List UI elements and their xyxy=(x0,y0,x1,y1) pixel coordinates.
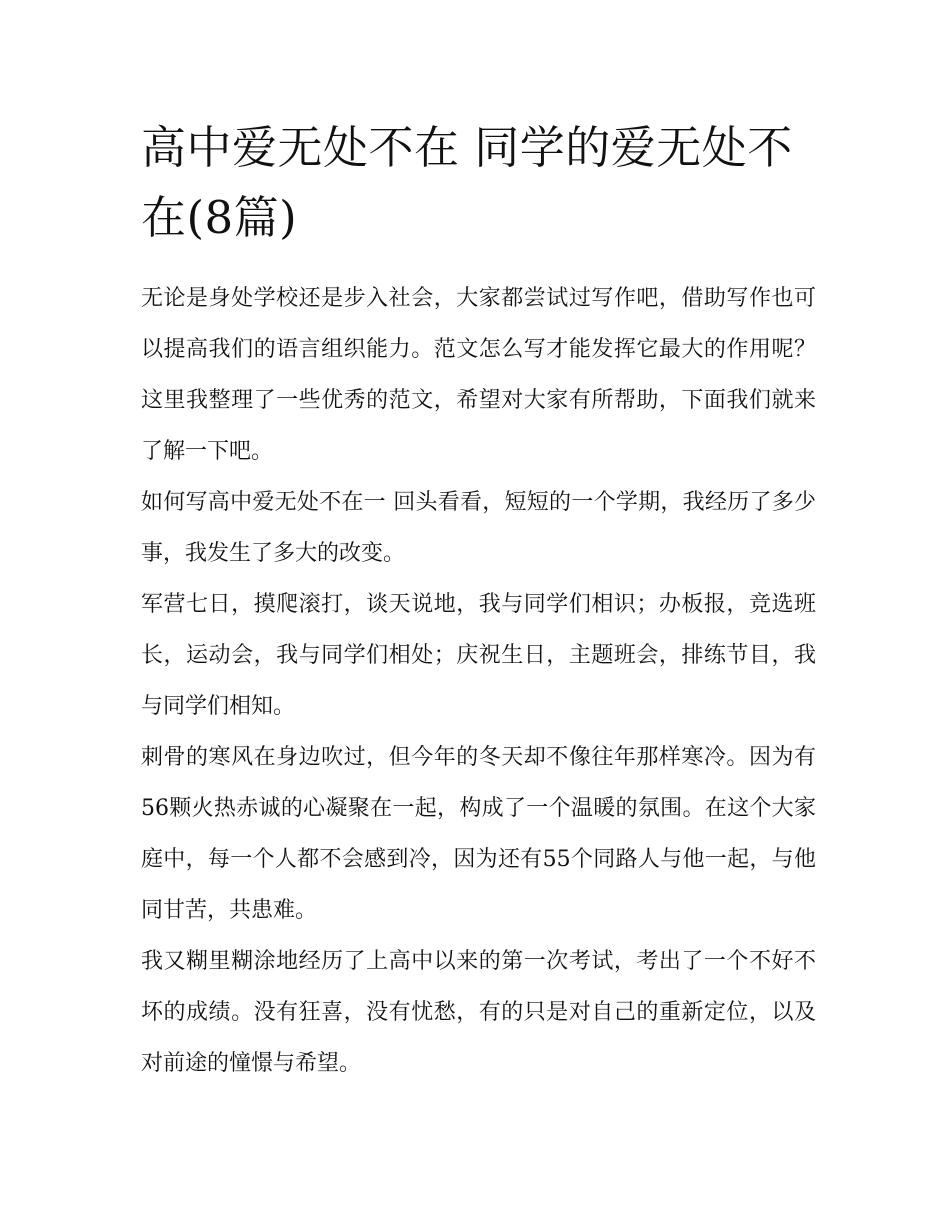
paragraph-2: 军营七日，摸爬滚打，谈天说地，我与同学们相识；办板报，竞选班长，运动会，我与同学们相处；庆祝生日，主题班会，排练节目，我与同学们相知。 xyxy=(141,592,816,719)
paragraph-intro: 无论是身处学校还是步入社会，大家都尝试过写作吧，借助写作也可以提高我们的语言组织能力。范文怎么写才能发挥它最大的作用呢？这里我整理了一些优秀的范文，希望对大家有所帮助，下面我们就来了解一下吧。 xyxy=(141,286,816,464)
document-page xyxy=(141,113,816,1089)
paragraph-4: 我又糊里糊涂地经历了上高中以来的第一次考试，考出了一个不好不坏的成绩。没有狂喜，没有忧愁，有的只是对自己的重新定位，以及对前途的憧憬与希望。 xyxy=(141,949,816,1076)
paragraph-1: 如何写高中爱无处不在一 回头看看，短短的一个学期，我经历了多少事，我发生了多大的改变。 xyxy=(141,490,816,566)
paragraph-3: 刺骨的寒风在身边吹过，但今年的冬天却不像往年那样寒冷。因为有56颗火热赤诚的心凝聚在一起，构成了一个温暖的氛围。在这个大家庭中，每一个人都不会感到冷，因为还有55个同路人与他一起，与他同甘苦，共患难。 xyxy=(141,745,816,923)
document-title: 高中爱无处不在 同学的爱无处不在(8篇) xyxy=(141,121,793,244)
